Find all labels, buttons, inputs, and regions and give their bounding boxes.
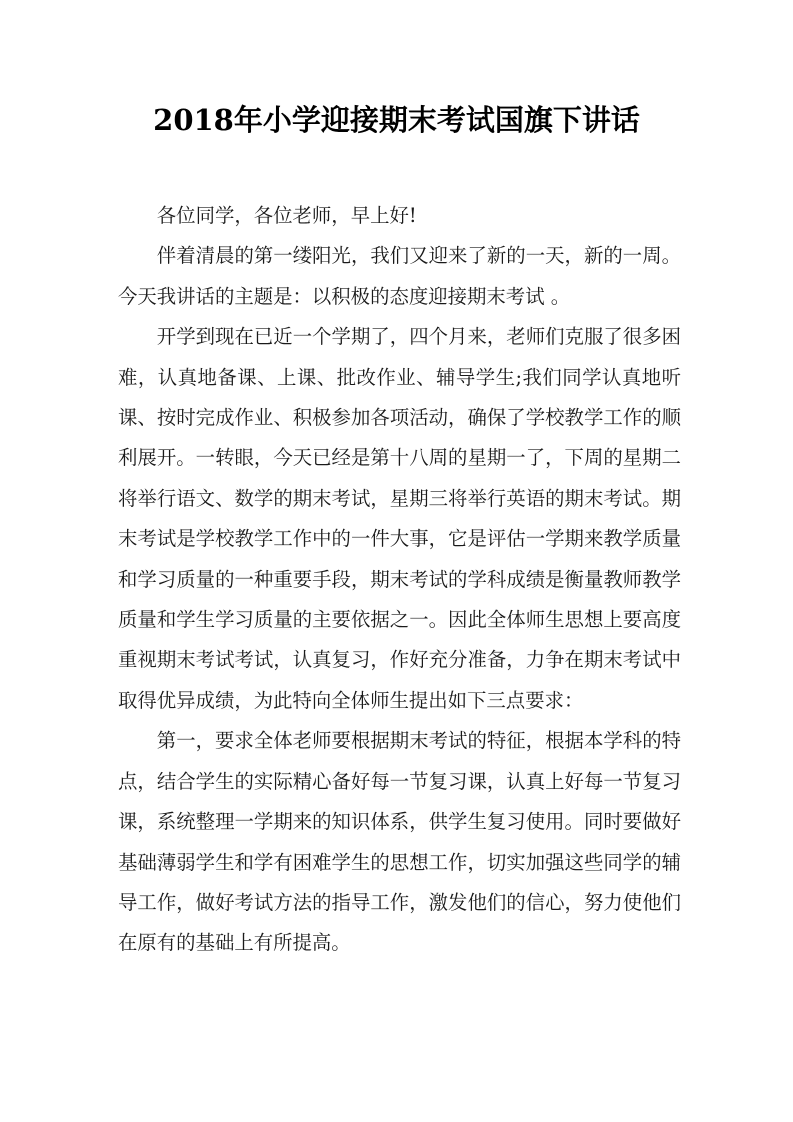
document-body [118,196,681,964]
paragraph-topic: 伴着清晨的第一缕阳光，我们又迎来了新的一天，新的一周。今天我讲话的主题是：以积极的态度迎接期末考试 。 [118,244,681,308]
document-title: 2018年小学迎接期末考试国旗下讲话 [153,103,640,137]
paragraph-background: 开学到现在已近一个学期了，四个月来，老师们克服了很多困难，认真地备课、上课、批改作业、辅导学生;我们同学认真地听课、按时完成作业、积极参加各项活动，确保了学校教学工作的顺利展开。一转眼，今天已经是第十八周的星期一了，下周的星期二将举行语文、数学的期末考试，星期三将举行英语的期末考试。期末考试是学校教学工作中的一件大事，它是评估一学期来教学质量和学习质量的一种重要手段，期末考试的学科成绩是衡量教师教学质量和学生学习质量的主要依据之一。因此全体师生思想上要高度重视期末考试考试，认真复习，作好充分准备，力争在期末考试中取得优异成绩，为此特向全体师生提出如下三点要求： [118,325,681,712]
paragraph-requirement-one: 第一，要求全体老师要根据期末考试的特征，根据本学科的特点，结合学生的实际精心备好每一节复习课，认真上好每一节复习课，系统整理一学期来的知识体系，供学生复习使用。同时要做好基础薄弱学生和学有困难学生的思想工作，切实加强这些同学的辅导工作，做好考试方法的指导工作，激发他们的信心，努力使他们在原有的基础上有所提高。 [118,729,681,955]
paragraph-greeting: 各位同学，各位老师，早上好! [156,204,417,227]
